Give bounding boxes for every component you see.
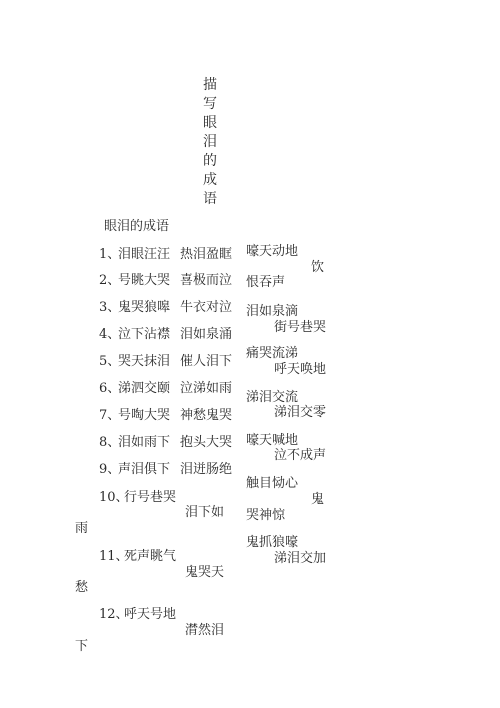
- idiom-text: 行号巷哭: [124, 490, 177, 505]
- row-number: 7、: [99, 408, 121, 423]
- idiom-text: 声泪俱下: [118, 462, 171, 477]
- idiom-text: 号啕大哭: [118, 408, 171, 423]
- row-number: 4、: [99, 327, 121, 342]
- row-number: 6、: [99, 381, 121, 396]
- idiom-text: 泪如泉滴: [246, 304, 299, 319]
- idiom-text: 泪如泉涌: [180, 327, 233, 342]
- section-heading: 眼泪的成语: [104, 219, 170, 234]
- idiom-text: 呼天唤地: [274, 362, 327, 377]
- idiom-text: 鬼哭天: [185, 565, 225, 580]
- row-number: 11、: [99, 549, 129, 564]
- idiom-text: 泪迸肠绝: [180, 462, 233, 477]
- row-number: 9、: [99, 462, 121, 477]
- idiom-text: 痛哭流涕: [246, 346, 299, 361]
- title-char: 描: [203, 77, 217, 93]
- idiom-text: 泪下如: [185, 505, 225, 520]
- idiom-fragment: 鬼: [311, 492, 325, 507]
- page-title: [201, 76, 219, 209]
- idiom-text: 催人泪下: [180, 354, 233, 369]
- idiom-text: 涕泪交加: [274, 551, 327, 566]
- title-char: 写: [203, 96, 217, 112]
- row-number: 10、: [99, 490, 129, 505]
- idiom-fragment: 饮: [311, 260, 325, 275]
- idiom-text: 街号巷哭: [274, 320, 327, 335]
- idiom-text: 恨吞声: [246, 275, 286, 290]
- idiom-text: 哭天抹泪: [118, 354, 171, 369]
- title-char: 的: [203, 153, 217, 169]
- idiom-text: 涕泪交流: [246, 390, 299, 405]
- row-number: 3、: [99, 300, 121, 315]
- idiom-text: 死声眺气: [124, 549, 177, 564]
- idiom-text: 哭神惊: [246, 508, 286, 523]
- idiom-text: 号眺大哭: [118, 273, 171, 288]
- idiom-wrap-char: 愁: [75, 580, 89, 595]
- row-number: 2、: [99, 273, 121, 288]
- idiom-text: 触目恸心: [246, 476, 299, 491]
- idiom-text: 抱头大哭: [180, 435, 233, 450]
- idiom-text: 潸然泪: [185, 623, 225, 638]
- idiom-text: 嚎天喊地: [246, 433, 299, 448]
- idiom-text: 嚎天动地: [246, 244, 299, 259]
- idiom-text: 热泪盈眶: [180, 247, 233, 262]
- idiom-text: 喜极而泣: [180, 273, 233, 288]
- row-number: 12、: [99, 607, 129, 622]
- title-char: 语: [203, 191, 217, 207]
- idiom-text: 呼天号地: [124, 607, 177, 622]
- title-char: 眼: [203, 115, 217, 131]
- idiom-text: 鬼哭狼嗥: [118, 300, 171, 315]
- title-char: 成: [203, 172, 217, 188]
- idiom-text: 牛衣对泣: [180, 300, 233, 315]
- idiom-text: 神愁鬼哭: [180, 408, 233, 423]
- title-char: 泪: [203, 134, 217, 150]
- idiom-text: 泣不成声: [274, 448, 327, 463]
- row-number: 5、: [99, 354, 121, 369]
- idiom-text: 泣下沾襟: [118, 327, 171, 342]
- idiom-text: 涕泗交颐: [118, 381, 171, 396]
- idiom-text: 鬼抓狼嚎: [246, 535, 299, 550]
- idiom-wrap-char: 下: [75, 639, 89, 654]
- idiom-wrap-char: 雨: [75, 521, 89, 536]
- idiom-text: 泪眼汪汪: [118, 247, 171, 262]
- row-number: 8、: [99, 435, 121, 450]
- idiom-text: 泣涕如雨: [180, 381, 233, 396]
- row-number: 1、: [99, 247, 121, 262]
- idiom-text: 泪如雨下: [118, 435, 171, 450]
- idiom-text: 涕泪交零: [274, 405, 327, 420]
